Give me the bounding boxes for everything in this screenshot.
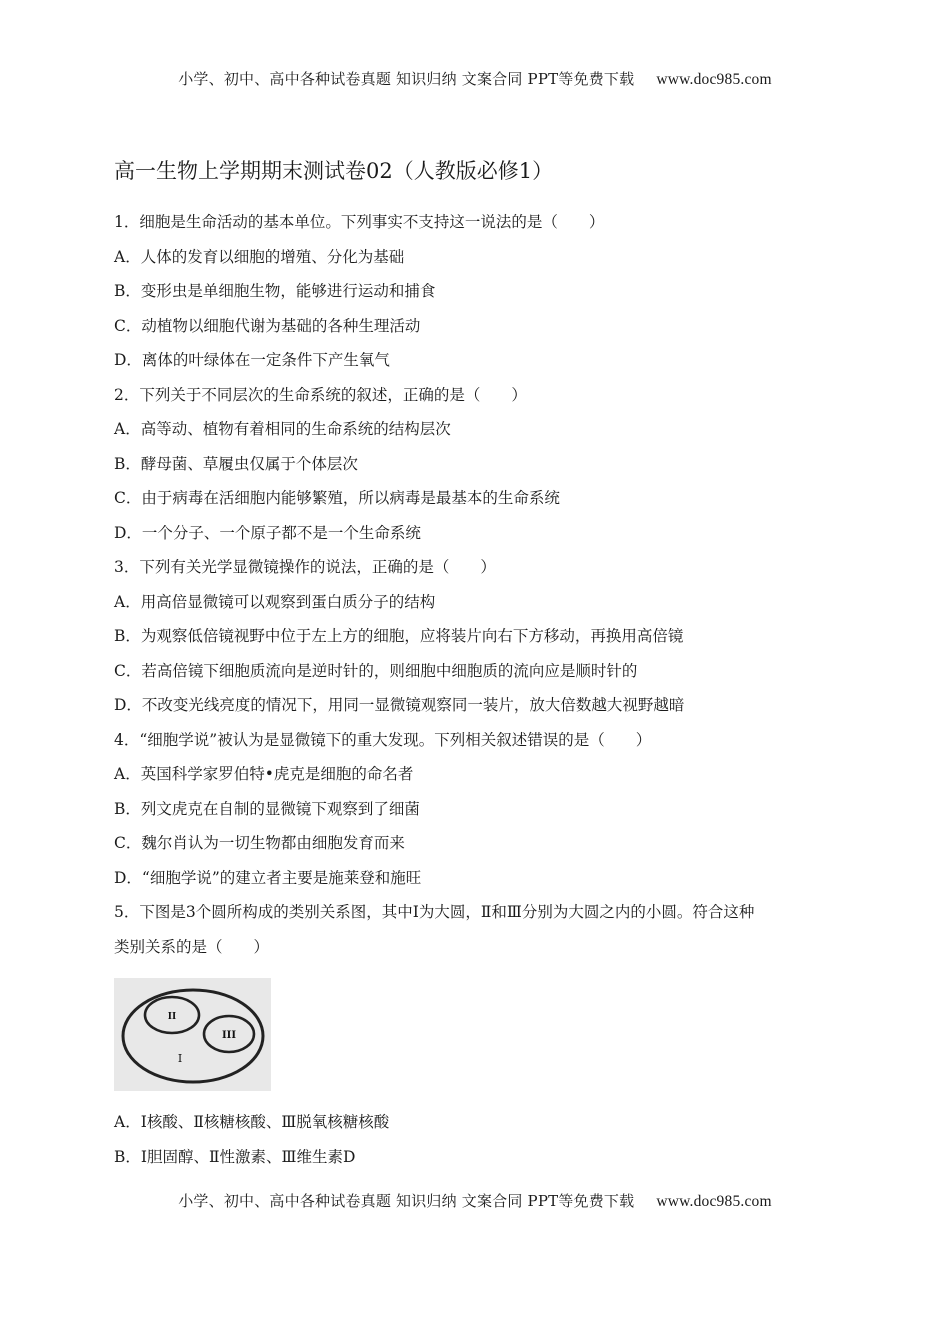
option-d: D．离体的叶绿体在一定条件下产生氧气 bbox=[114, 351, 390, 369]
option-b: B．酵母菌、草履虫仅属于个体层次 bbox=[114, 454, 358, 473]
question-4 bbox=[114, 723, 834, 896]
figure-background bbox=[114, 978, 271, 1091]
question-5 bbox=[114, 895, 834, 1174]
question-stem: 2．下列关于不同层次的生命系统的叙述，正确的是（ ） bbox=[114, 385, 527, 404]
question-stem-line-1: 5．下图是3个圆所构成的类别关系图，其中Ⅰ为大圆，Ⅱ和Ⅲ分别为大圆之内的小圆。符合这种 bbox=[114, 903, 755, 921]
page-footer bbox=[0, 1190, 950, 1211]
label-iii: III bbox=[221, 1030, 237, 1041]
option-a: A．英国科学家罗伯特•虎克是细胞的命名者 bbox=[114, 765, 414, 783]
option-d: D．不改变光线亮度的情况下，用同一显微镜观察同一装片，放大倍数越大视野越暗 bbox=[114, 696, 685, 714]
venn-diagram bbox=[114, 978, 271, 1091]
question-stem-line-2: 类别关系的是（ ） bbox=[114, 937, 270, 956]
page-title: 高一生物上学期期末测试卷02（人教版必修1） bbox=[114, 159, 554, 183]
option-a: A．Ⅰ核酸、Ⅱ核糖核酸、Ⅲ脱氧核糖核酸 bbox=[114, 1113, 390, 1131]
question-1 bbox=[114, 205, 834, 378]
option-b: B．列文虎克在自制的显微镜下观察到了细菌 bbox=[114, 799, 420, 818]
option-b: B．变形虫是单细胞生物，能够进行运动和捕食 bbox=[114, 282, 436, 300]
option-a: A．用高倍显微镜可以观察到蛋白质分子的结构 bbox=[114, 592, 436, 611]
footer-url[interactable]: www.doc985.com bbox=[656, 1193, 772, 1210]
option-a: A．人体的发育以细胞的增殖、分化为基础 bbox=[114, 247, 405, 266]
footer-text: 小学、初中、高中各种试卷真题 知识归纳 文案合同 PPT等免费下载 bbox=[178, 1192, 635, 1210]
question-stem: 4．“细胞学说”被认为是显微镜下的重大发现。下列相关叙述错误的是（ ） bbox=[114, 730, 652, 749]
label-ii: II bbox=[167, 1012, 177, 1022]
option-c: C．由于病毒在活细胞内能够繁殖，所以病毒是最基本的生命系统 bbox=[114, 489, 560, 507]
option-b: B．为观察低倍镜视野中位于左上方的细胞，应将装片向右下方移动，再换用高倍镜 bbox=[114, 627, 684, 645]
option-c: C．动植物以细胞代谢为基础的各种生理活动 bbox=[114, 316, 421, 335]
question-list bbox=[114, 205, 834, 1174]
header-text: 小学、初中、高中各种试卷真题 知识归纳 文案合同 PPT等免费下载 bbox=[178, 70, 635, 88]
question-stem: 3．下列有关光学显微镜操作的说法，正确的是（ ） bbox=[114, 558, 496, 576]
option-a: A．高等动、植物有着相同的生命系统的结构层次 bbox=[114, 420, 451, 438]
venn-diagram-figure bbox=[114, 978, 271, 1091]
label-i: I bbox=[177, 1052, 183, 1065]
question-stem: 1．细胞是生命活动的基本单位。下列事实不支持这一说法的是（ ） bbox=[114, 213, 605, 231]
option-b: B．Ⅰ胆固醇、Ⅱ性激素、Ⅲ维生素D bbox=[114, 1147, 356, 1166]
header-url[interactable]: www.doc985.com bbox=[656, 71, 772, 88]
question-2 bbox=[114, 378, 834, 551]
question-3 bbox=[114, 550, 834, 723]
option-c: C．若高倍镜下细胞质流向是逆时针的，则细胞中细胞质的流向应是顺时针的 bbox=[114, 661, 638, 680]
page-header bbox=[0, 68, 950, 89]
option-d: D．一个分子、一个原子都不是一个生命系统 bbox=[114, 523, 421, 542]
option-d: D．“细胞学说”的建立者主要是施莱登和施旺 bbox=[114, 868, 422, 887]
option-c: C．魏尔肖认为一切生物都由细胞发育而来 bbox=[114, 834, 405, 852]
